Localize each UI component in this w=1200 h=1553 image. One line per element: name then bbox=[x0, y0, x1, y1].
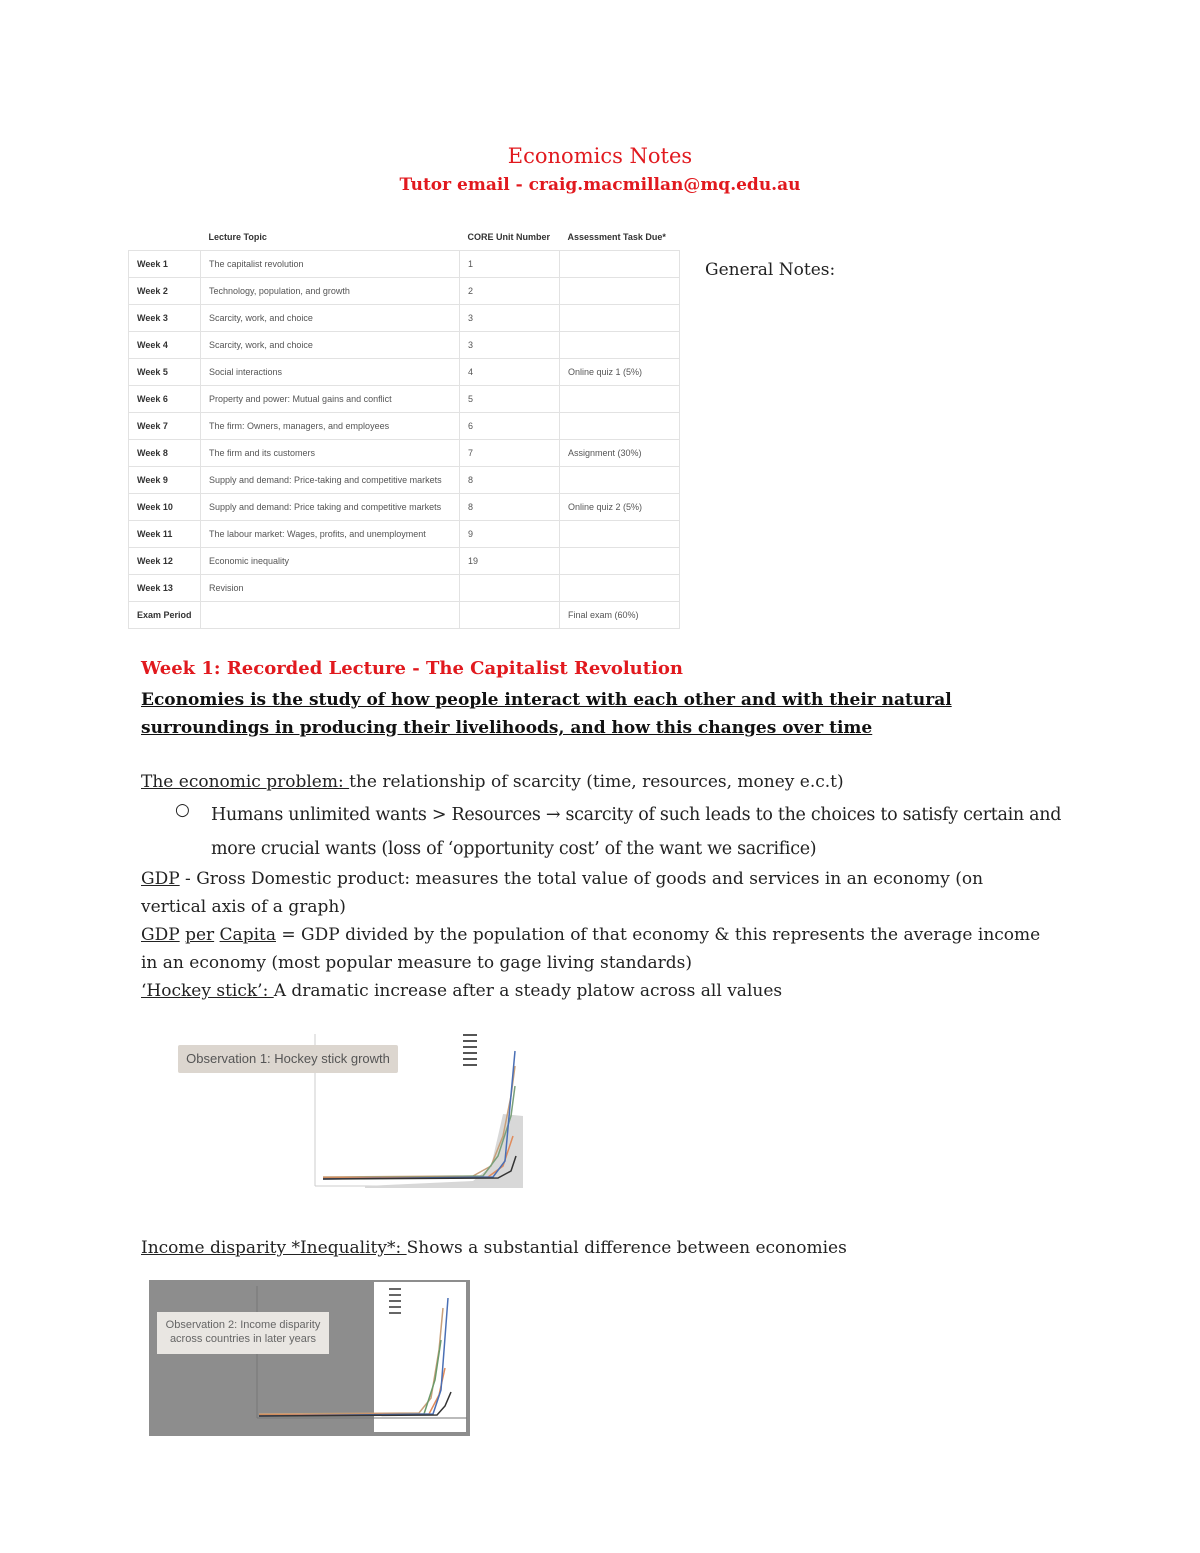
unit-cell: 9 bbox=[460, 521, 560, 548]
unit-cell: 5 bbox=[460, 386, 560, 413]
income-disparity-term: Income disparity *Inequality*: bbox=[141, 1238, 407, 1258]
week-cell: Exam Period bbox=[129, 602, 201, 629]
topic-cell: The firm and its customers bbox=[201, 440, 460, 467]
hockey-stick-text: A dramatic increase after a steady platow across all values bbox=[273, 981, 783, 1001]
unit-cell: 3 bbox=[460, 332, 560, 359]
unit-cell: 19 bbox=[460, 548, 560, 575]
unit-cell: 3 bbox=[460, 305, 560, 332]
assessment-cell bbox=[560, 332, 680, 359]
week-cell: Week 1 bbox=[129, 251, 201, 278]
topic-cell: Revision bbox=[201, 575, 460, 602]
table-row bbox=[129, 521, 680, 548]
assessment-cell bbox=[560, 467, 680, 494]
topic-cell: Property and power: Mutual gains and conflict bbox=[201, 386, 460, 413]
table-row bbox=[129, 575, 680, 602]
table-row bbox=[129, 359, 680, 386]
gdp-pc-text: = GDP divided by the population of that economy & this represents the average income in an economy (most popular measure to gage living standards) bbox=[141, 925, 1041, 973]
general-notes-label: General Notes: bbox=[705, 260, 836, 280]
gdp-pc-term-gdp: GDP bbox=[141, 925, 180, 945]
unit-cell: 8 bbox=[460, 467, 560, 494]
document-title: Economics Notes bbox=[507, 144, 693, 168]
hockey-stick-figure bbox=[173, 1026, 533, 1198]
unit-cell: 7 bbox=[460, 440, 560, 467]
table-row bbox=[129, 548, 680, 575]
tutor-email: Tutor email - craig.macmillan@mq.edu.au bbox=[399, 175, 801, 195]
assessment-cell bbox=[560, 278, 680, 305]
bullet-text: Humans unlimited wants > Resources → scarcity of such leads to the choices to satisfy certain and more crucial wants (loss of ‘opportunity cost’ of the want we sacrifice) bbox=[211, 805, 1062, 859]
table-header-row bbox=[129, 224, 680, 251]
economic-problem-line bbox=[141, 768, 844, 796]
table-row bbox=[129, 332, 680, 359]
week1-heading: Week 1: Recorded Lecture - The Capitalist Revolution bbox=[141, 658, 684, 679]
schedule-table bbox=[128, 224, 680, 629]
economics-definition: Economies is the study of how people interact with each other and with their natural surroundings in producing their livelihoods, and how this changes over time bbox=[141, 690, 952, 738]
figure1-label: Observation 1: Hockey stick growth bbox=[178, 1045, 398, 1073]
assessment-cell bbox=[560, 386, 680, 413]
unit-cell: 6 bbox=[460, 413, 560, 440]
assessment-cell bbox=[560, 575, 680, 602]
week-cell: Week 11 bbox=[129, 521, 201, 548]
week-cell: Week 5 bbox=[129, 359, 201, 386]
gdp-line bbox=[141, 865, 1051, 921]
table-header-cell: Assessment Task Due* bbox=[560, 224, 680, 251]
topic-cell: Supply and demand: Price-taking and competitive markets bbox=[201, 467, 460, 494]
topic-cell: Scarcity, work, and choice bbox=[201, 305, 460, 332]
income-disparity-line bbox=[141, 1234, 847, 1262]
gdp-pc-term-per: per bbox=[185, 925, 215, 945]
week-cell: Week 3 bbox=[129, 305, 201, 332]
assessment-cell: Final exam (60%) bbox=[560, 602, 680, 629]
table-header-cell: CORE Unit Number bbox=[460, 224, 560, 251]
topic-cell: Supply and demand: Price taking and competitive markets bbox=[201, 494, 460, 521]
gdp-text: - Gross Domestic product: measures the total value of goods and services in an economy (on vertical axis of a graph) bbox=[141, 869, 984, 917]
table-header-cell bbox=[129, 224, 201, 251]
topic-cell: The labour market: Wages, profits, and unemployment bbox=[201, 521, 460, 548]
figure2-label: Observation 2: Income disparity across countries in later years bbox=[157, 1312, 329, 1354]
week-cell: Week 12 bbox=[129, 548, 201, 575]
hockey-stick-term: ‘Hockey stick’: bbox=[141, 981, 274, 1001]
week-cell: Week 13 bbox=[129, 575, 201, 602]
income-disparity-figure bbox=[149, 1280, 470, 1436]
gdp-per-capita-line bbox=[141, 921, 1051, 977]
table-row bbox=[129, 278, 680, 305]
table-row bbox=[129, 386, 680, 413]
assessment-cell bbox=[560, 521, 680, 548]
unit-cell: 1 bbox=[460, 251, 560, 278]
topic-cell bbox=[201, 602, 460, 629]
table-row bbox=[129, 467, 680, 494]
week-cell: Week 4 bbox=[129, 332, 201, 359]
hockey-stick-line bbox=[141, 977, 782, 1005]
topic-cell: Social interactions bbox=[201, 359, 460, 386]
assessment-cell bbox=[560, 305, 680, 332]
week-cell: Week 9 bbox=[129, 467, 201, 494]
income-disparity-text: Shows a substantial difference between economies bbox=[406, 1238, 847, 1258]
topic-cell: The capitalist revolution bbox=[201, 251, 460, 278]
table-row bbox=[129, 440, 680, 467]
assessment-cell bbox=[560, 413, 680, 440]
economic-problem-text: the relationship of scarcity (time, resources, money e.c.t) bbox=[349, 772, 844, 792]
topic-cell: Technology, population, and growth bbox=[201, 278, 460, 305]
table-row bbox=[129, 602, 680, 629]
assessment-cell: Online quiz 1 (5%) bbox=[560, 359, 680, 386]
gdp-pc-term-capita: Capita bbox=[219, 925, 276, 945]
unit-cell bbox=[460, 575, 560, 602]
unit-cell: 4 bbox=[460, 359, 560, 386]
income-disparity-plot bbox=[149, 1280, 470, 1436]
week-cell: Week 7 bbox=[129, 413, 201, 440]
week-cell: Week 8 bbox=[129, 440, 201, 467]
topic-cell: Economic inequality bbox=[201, 548, 460, 575]
assessment-cell: Assignment (30%) bbox=[560, 440, 680, 467]
bullet-circle-icon: ○ bbox=[175, 800, 190, 820]
assessment-cell bbox=[560, 251, 680, 278]
table-row bbox=[129, 251, 680, 278]
table-row bbox=[129, 494, 680, 521]
economic-problem-term: The economic problem: bbox=[141, 772, 350, 792]
assessment-cell bbox=[560, 548, 680, 575]
gdp-term: GDP bbox=[141, 869, 180, 889]
week-cell: Week 2 bbox=[129, 278, 201, 305]
unit-cell bbox=[460, 602, 560, 629]
assessment-cell: Online quiz 2 (5%) bbox=[560, 494, 680, 521]
week-cell: Week 10 bbox=[129, 494, 201, 521]
unit-cell: 8 bbox=[460, 494, 560, 521]
table-row bbox=[129, 413, 680, 440]
week-cell: Week 6 bbox=[129, 386, 201, 413]
topic-cell: The firm: Owners, managers, and employees bbox=[201, 413, 460, 440]
unit-cell: 2 bbox=[460, 278, 560, 305]
topic-cell: Scarcity, work, and choice bbox=[201, 332, 460, 359]
table-header-cell: Lecture Topic bbox=[201, 224, 460, 251]
table-row bbox=[129, 305, 680, 332]
